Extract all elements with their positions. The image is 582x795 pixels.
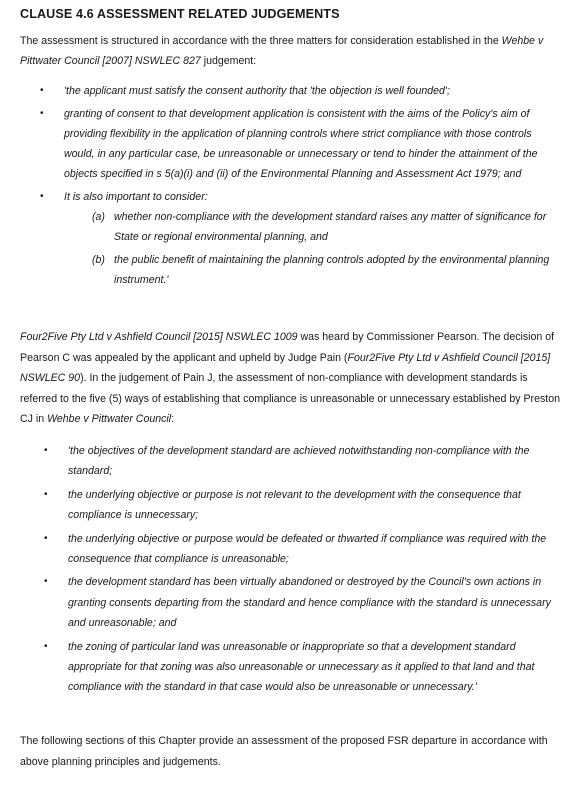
bullet-icon: • bbox=[44, 488, 48, 500]
list-item-text: 'the objectives of the development standard are achieved notwithstanding non-compliance with the standard; bbox=[68, 445, 530, 478]
list-item bbox=[40, 104, 558, 184]
list-item-text: the zoning of particular land was unreasonable or inappropriate so that a development standard appropriate for that zoning was also unreasonable or unnecessary as it applied to that land and that compliance with the standard in that case would also be unreasonable or unnecessary.' bbox=[68, 640, 535, 694]
bullet-icon: • bbox=[40, 108, 44, 119]
case-text-c: : bbox=[171, 413, 175, 425]
case-citation-3: Wehbe v Pittwater Council bbox=[47, 413, 172, 425]
list-item bbox=[44, 572, 560, 633]
list-item bbox=[40, 187, 558, 290]
list-item-text: granting of consent to that development application is consistent with the aims of the Policy's aim of providing flexibility in the application of planning controls where strict compliance with those controls would, in any particular case, be unreasonable or unnecessary or tend to hinder the attainment of the objects specified in s 5(a)(i) and (ii) of the Environmental Planning and Assessment Act 1979; and bbox=[64, 108, 538, 180]
bullet-icon: • bbox=[40, 85, 44, 96]
case-paragraph bbox=[20, 327, 562, 430]
intro-text-b: judgement: bbox=[200, 55, 257, 67]
sub-list bbox=[64, 207, 558, 290]
list-item-text: the underlying objective or purpose would be defeated or thwarted if compliance was required with the consequence that compliance is unreasonable; bbox=[68, 532, 547, 566]
list-item-text: 'the applicant must satisfy the consent authority that 'the objection is well founded'; bbox=[64, 85, 450, 97]
bullet-icon: • bbox=[44, 445, 48, 456]
sub-item-marker: (a) bbox=[92, 211, 105, 223]
bullet-icon: • bbox=[44, 532, 48, 544]
bullet-icon: • bbox=[40, 191, 44, 202]
case-text-a: was heard by Commissioner Pearson. The decision of Pearson C was appealed by the applicant and upheld by Judge Pain ( bbox=[20, 331, 555, 364]
bullet-icon: • bbox=[44, 576, 48, 588]
case-citation-1: Four2Five Pty Ltd v Ashfield Council [2015] NSWLEC 1009 bbox=[20, 331, 298, 343]
conclusion-paragraph: The following sections of this Chapter provide an assessment of the proposed FSR departure in accordance with above planning principles and judgements. bbox=[20, 735, 548, 768]
intro-case-citation: Wehbe v Pittwater Council [2007] NSWLEC 827 bbox=[20, 35, 544, 67]
list-item bbox=[44, 637, 560, 698]
list-item bbox=[40, 81, 558, 101]
intro-text-a: The assessment is structured in accordance with the three matters for consideration established in the bbox=[20, 35, 502, 47]
list-item-text: It is also important to consider: bbox=[64, 191, 208, 203]
list-item bbox=[44, 485, 560, 526]
sub-item-text: the public benefit of maintaining the planning controls adopted by the environmental planning instrument.' bbox=[114, 254, 550, 286]
bullet-icon: • bbox=[44, 640, 48, 652]
five-ways-list bbox=[44, 441, 560, 701]
sub-item-marker: (b) bbox=[92, 254, 105, 266]
case-citation-2: Four2Five Pty Ltd v Ashfield Council [2015] NSWLEC 90 bbox=[20, 351, 551, 384]
intro-paragraph bbox=[20, 31, 562, 71]
sub-list-item bbox=[92, 207, 558, 247]
list-item-text: the development standard has been virtually abandoned or destroyed by the Council's own actions in granting consents departing from the standard and hence compliance with the standard is unnecessary and unreasonable; and bbox=[68, 576, 551, 630]
sub-item-text: whether non-compliance with the development standard raises any matter of significance for State or regional environmental planning, and bbox=[114, 211, 547, 243]
sub-list-item bbox=[92, 250, 558, 290]
list-item-text: the underlying objective or purpose is not relevant to the development with the consequence that compliance is unnecessary; bbox=[68, 488, 521, 522]
page-title: CLAUSE 4.6 ASSESSMENT RELATED JUDGEMENTS bbox=[20, 7, 340, 21]
case-text-b: ). In the judgement of Pain J, the assessment of non-compliance with development standards is referred to the five (5) ways of establishing that compliance is unreasonable or unnecessary established by Preston CJ in bbox=[20, 372, 560, 425]
list-item bbox=[44, 441, 560, 482]
considerations-list bbox=[40, 81, 558, 293]
list-item bbox=[44, 529, 560, 570]
